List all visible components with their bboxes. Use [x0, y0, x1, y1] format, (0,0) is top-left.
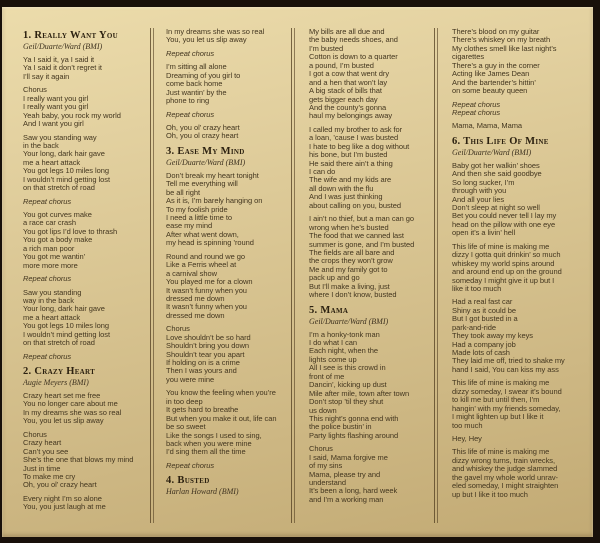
song-credit: Geil/Duarte/Ward (BMI)	[23, 42, 103, 51]
stanza	[452, 122, 596, 130]
lyric-line: In my dreams she was so real	[23, 407, 122, 417]
lyric-line: I called my brother to ask for	[309, 124, 403, 134]
lyric-line: Mile after mile, town after town	[309, 388, 410, 398]
lyric-line: And then she said goodbye	[452, 169, 542, 179]
lyric-line: Don’t break my heart tonight	[166, 170, 259, 180]
lyric-line: where I don’t know, busted	[309, 290, 397, 300]
lyric-line: Shouldn’t bring you down	[166, 341, 250, 351]
lyric-line: Repeat chorus	[23, 274, 72, 284]
lyric-line: Made lots of cash	[452, 348, 510, 357]
lyric-line: Acting like James Dean	[452, 69, 530, 79]
lyric-line: Bet you could never tell I lay my	[452, 211, 557, 221]
lyric-line: Just wantin’ by the	[166, 87, 227, 97]
lyric-line: I ain’t no thief, but a man can go	[309, 214, 415, 224]
lyric-line: Don’t stop ’til they shut	[309, 397, 384, 407]
lyric-line: Yeah baby, you rock my world	[23, 110, 121, 120]
lyric-line: Repeat chorus	[166, 48, 215, 58]
stanza	[23, 211, 150, 270]
lyric-line: hand I said, You can kiss my ass	[452, 364, 559, 374]
lyric-line: Shouldn’t tear you apart	[166, 349, 245, 359]
lyric-line: Repeat chorus	[452, 99, 501, 109]
lyric-line: This life of mine is making me	[452, 241, 550, 251]
lyric-line: Repeat chorus	[23, 196, 72, 206]
lyric-line: It gets hard to breathe	[166, 405, 239, 415]
lyric-line: She’s the one that blows my mind	[23, 455, 134, 465]
lyric-line: They laid me off, tried to shake my	[452, 356, 565, 366]
lyric-line: Me and my family got to	[309, 264, 388, 274]
lyric-line: There’s whiskey on my breath	[452, 35, 551, 45]
stanza	[23, 353, 150, 361]
stanza	[309, 126, 434, 210]
lyric-line: Chorus	[23, 429, 47, 439]
lyric-line: whiskey my world spins around	[452, 258, 555, 268]
lyric-line: you were mine	[166, 374, 215, 384]
lyric-line: Round and round we go	[166, 251, 246, 261]
lyric-line: There’s blood on my guitar	[452, 27, 540, 36]
lyric-line: of my sins	[309, 461, 343, 471]
lyric-line: Dancin’, kicking up dust	[309, 380, 387, 390]
lyric-line: be so sweet	[166, 422, 206, 432]
lyric-line: You got legs 10 miles long	[23, 166, 109, 176]
stanza	[23, 495, 150, 512]
lyric-line: the gavel my whole world unrav-	[452, 472, 558, 482]
lyric-line: The wife and my kids are	[309, 175, 392, 185]
lyric-line: This night’s gonna end with	[309, 413, 399, 423]
lyric-line: Repeat chorus	[452, 107, 501, 117]
lyric-line: Your long, dark hair gave	[23, 149, 105, 159]
lyric-line: the crops they won’t grow	[309, 256, 393, 266]
lyric-line: I might lighten up but I like it	[452, 412, 544, 422]
lyric-line: us down	[309, 405, 337, 415]
lyric-line: I’m a honky-tonk man	[309, 329, 380, 339]
lyric-line: phone to ring	[166, 96, 210, 106]
lyric-line: You, you let us slip away	[23, 416, 104, 426]
stanza	[309, 331, 434, 441]
lyric-line: I need a little time to	[166, 213, 232, 222]
lyric-line: Repeat chorus	[23, 351, 72, 361]
stanza	[309, 215, 434, 299]
lyric-line: in too deep	[166, 396, 203, 406]
lyric-line: on that stretch of road	[23, 183, 95, 193]
stanza	[23, 134, 150, 193]
stanza	[23, 392, 150, 426]
lyric-line: It wasn’t funny when you	[166, 302, 247, 312]
lyric-line: It’s been a long, hard week	[309, 486, 398, 496]
lyrics-column-2	[154, 28, 291, 537]
lyric-line: You, you just laugh at me	[23, 502, 106, 512]
lyric-line: dressed me down	[166, 310, 225, 320]
lyric-line: lights come up	[309, 354, 357, 364]
lyric-line: And the bartender’s hittin’	[452, 77, 536, 87]
lyric-line: his bone, but I’m busted	[309, 150, 388, 160]
lyric-line: eled someday, I might straighten	[452, 481, 559, 491]
lyric-line: I really want you girl	[23, 93, 89, 103]
lyrics-column-4	[438, 28, 596, 537]
song-title: 2. Crazy Heart	[23, 366, 96, 377]
lyric-line: Dreaming of you girl to	[166, 70, 241, 80]
stanza	[452, 162, 596, 238]
song-block	[23, 366, 150, 387]
lyric-line: Repeat chorus	[166, 109, 215, 119]
stanza	[309, 28, 434, 121]
lyric-line: Ya I said it don’t regret it	[23, 63, 102, 73]
lyric-line: me a heart attack	[23, 312, 81, 322]
stanza	[309, 445, 434, 504]
lyric-line: on that stretch of road	[23, 338, 95, 348]
lyric-line: The fields are all bare and	[309, 247, 395, 257]
lyric-line: Like the songs I used to sing,	[166, 430, 262, 440]
lyric-line: head on the pillow with one eye	[452, 219, 556, 229]
lyric-line: gets bigger each day	[309, 94, 378, 104]
lyric-line: To make me cry	[23, 471, 76, 481]
stanza	[166, 389, 291, 457]
lyric-line: be all right	[166, 187, 201, 197]
lyric-line: Love shouldn’t be so hard	[166, 332, 251, 342]
lyric-line: Mama, Mama, Mama	[452, 121, 523, 131]
stanza	[452, 298, 596, 374]
stanza	[166, 28, 291, 45]
lyric-line: Don’t sleep at night so well	[452, 203, 540, 212]
stanza	[166, 63, 291, 105]
lyric-line: about calling on you, busted	[309, 200, 402, 210]
lyric-line: dizzy someday, I swear it’s bound	[452, 386, 562, 396]
lyric-line: Ya I said it, ya I said it	[23, 55, 95, 64]
song-title: 5. Mama	[309, 304, 349, 316]
lyric-line: If holding on is a crime	[166, 358, 240, 367]
lyric-line: me a heart attack	[23, 157, 81, 167]
song-block	[166, 475, 291, 496]
lyric-line: dizzy wrong turns, train wrecks,	[452, 455, 556, 465]
stanza	[452, 28, 596, 96]
lyric-line: Just in time	[23, 463, 61, 473]
lyric-line: pack up and go	[309, 273, 360, 283]
lyric-line: front of me	[309, 371, 345, 381]
lyric-line: dressed me down	[166, 293, 225, 303]
lyric-line: a pound, I’m busted	[309, 60, 374, 70]
lyric-line: But I’ll make a living, just	[309, 281, 390, 291]
stanza	[452, 435, 596, 443]
lyric-line: I wouldn’t mind getting lost	[23, 329, 110, 339]
stanza	[23, 431, 150, 490]
stanza	[23, 56, 150, 81]
lyric-line: Party lights flashing around	[309, 430, 399, 440]
lyric-line: summer is gone, and I’m busted	[309, 239, 415, 249]
lyric-line: And I want you girl	[23, 119, 84, 129]
song-title: 3. Ease My Mind	[166, 145, 245, 157]
lyric-line: Had a real fast car	[452, 297, 513, 307]
lyric-line: He said there ain’t a thing	[309, 158, 393, 168]
song-credit: Augie Meyers (BMI)	[23, 378, 89, 387]
song-credit: Harlan Howard (BMI)	[166, 487, 239, 497]
lyric-line: cigarettes	[452, 52, 485, 62]
lyric-line: It wasn’t funny when you	[166, 285, 247, 295]
stanza	[166, 172, 291, 248]
lyric-line: wrong when he’s busted	[309, 222, 389, 232]
stanza	[23, 275, 150, 283]
song-title: 6. This Life Of Mine	[452, 135, 549, 147]
stanza	[452, 243, 596, 294]
lyric-line: You got me wantin’	[23, 252, 86, 262]
lyric-line: You got legs 10 miles long	[23, 321, 109, 331]
stanza	[23, 289, 150, 348]
lyric-line: a loan, ’cause I was busted	[309, 133, 399, 143]
lyric-line: Crazy heart	[23, 438, 62, 448]
lyric-line: I hate to beg like a dog without	[309, 141, 410, 151]
lyric-line: My clothes smell like last night’s	[452, 43, 557, 53]
lyric-line: open it’s a livin’ hell	[452, 228, 516, 238]
lyric-line: Each night, when the	[309, 346, 379, 356]
lyric-line: on some beauty queen	[452, 86, 528, 96]
lyric-line: As it is, I’m barely hanging on	[166, 196, 263, 206]
lyric-line: someday I might give it up but I	[452, 275, 555, 285]
lyric-line: Tell me everything will	[166, 179, 238, 189]
lyric-line: I’d sing them all the time	[166, 447, 246, 457]
stanza	[166, 124, 291, 141]
stanza	[166, 111, 291, 119]
song-title: 1. Really Want You	[23, 30, 118, 41]
lyric-line: hangin’ with my friends someday,	[452, 403, 561, 413]
lyric-line: They took away my keys	[452, 331, 534, 341]
lyric-line: Saw you standing	[23, 287, 82, 297]
song-block	[309, 305, 434, 326]
lyrics-column-3	[295, 28, 434, 537]
lyric-line: dizzy I gotta quit drinkin’ so much	[452, 250, 561, 260]
lyric-line: ease my mind	[166, 221, 213, 231]
song-credit: Geil/Duarte/Ward (BMI)	[166, 157, 246, 167]
lyric-line: Hey, Hey	[452, 433, 482, 443]
lyric-line: back when you were mine	[166, 438, 252, 448]
lyric-line: You, you let us slip away	[166, 35, 247, 45]
lyric-line: Saw you standing way	[23, 132, 97, 142]
lyric-line: But when you make it out, life can	[166, 413, 277, 423]
lyric-line: Then I was yours and	[166, 366, 237, 376]
song-block	[23, 30, 150, 51]
stanza	[452, 101, 596, 118]
lyric-line: through with you	[452, 186, 507, 196]
lyric-line: Chorus	[309, 444, 333, 454]
stanza	[452, 448, 596, 499]
lyric-line: a rich man poor	[23, 243, 75, 253]
lyric-line: In my dreams she was so real	[166, 27, 265, 36]
stanza	[452, 379, 596, 430]
lyric-line: A big stack of bills that	[309, 86, 382, 96]
song-block	[166, 146, 291, 167]
lyric-line: Can’t you see	[23, 446, 69, 456]
lyrics-page	[2, 7, 593, 537]
lyric-line: You played me for a clown	[166, 277, 253, 287]
lyric-line: Shiny as it could be	[452, 305, 517, 315]
lyric-line: and I’m a working man	[309, 494, 384, 504]
stanza	[166, 50, 291, 58]
lyric-line: There’s a guy in the corner	[452, 60, 540, 70]
lyric-line: the baby needs shoes, and	[309, 35, 398, 45]
lyric-line: Your long, dark hair gave	[23, 304, 105, 314]
lyric-line: Chorus	[166, 324, 190, 334]
lyric-line: to kill me but until then, I’m	[452, 395, 540, 405]
lyric-line: The food that we canned last	[309, 231, 404, 241]
lyric-line: You got curves make	[23, 210, 92, 219]
lyric-line: And I was just thinking	[309, 192, 383, 202]
lyric-line: I wouldn’t mind getting lost	[23, 174, 110, 184]
lyric-line: come back home	[166, 79, 223, 89]
lyric-line: Like a Ferris wheel at	[166, 260, 237, 270]
lyric-line: All I see is this crowd in	[309, 363, 386, 373]
lyric-line: Oh, you ol crazy heart	[166, 131, 239, 141]
lyrics-column-1	[2, 28, 150, 537]
lyric-line: You got lips I’d love to thrash	[23, 226, 118, 236]
lyric-line: a race car crash	[23, 218, 76, 228]
stanza	[23, 86, 150, 128]
lyric-line: like it too much	[452, 283, 502, 293]
song-credit: Geil/Duarte/Ward (BMI)	[452, 147, 532, 157]
lyric-line: Mama, please try and	[309, 469, 381, 479]
lyric-line: understand	[309, 478, 347, 487]
lyric-line: And the county’s gonna	[309, 102, 387, 112]
song-credit: Geil/Duarte/Ward (BMI)	[309, 316, 389, 326]
lyric-line: After what went down,	[166, 229, 239, 239]
lyric-line: way in the back	[23, 295, 74, 305]
stanza	[166, 462, 291, 470]
song-block	[452, 136, 596, 157]
lyric-line: I got a cow that went dry	[309, 69, 390, 79]
lyric-line: up but I like it too much	[452, 489, 528, 499]
lyric-line: You no longer care about me	[23, 399, 118, 409]
lyric-line: more more more	[23, 260, 78, 270]
lyric-line: all down with the flu	[309, 183, 374, 193]
lyric-line: Every night I’m so alone	[23, 493, 102, 503]
lyric-line: my head is spinning ’round	[166, 238, 254, 248]
lyric-line: and around end up on the ground	[452, 267, 562, 277]
lyric-line: Baby got her walkin’ shoes	[452, 160, 540, 170]
lyric-line: Chorus	[23, 85, 47, 95]
lyric-line: This life of mine is making me	[452, 378, 550, 388]
lyric-line: a carnival show	[166, 268, 217, 278]
stanza	[166, 253, 291, 321]
lyric-line: You know the feeling when you’re	[166, 388, 276, 398]
stanza	[166, 325, 291, 384]
lyric-line: Oh, you ol’ crazy heart	[166, 122, 240, 132]
lyric-line: Had a company job	[452, 339, 516, 349]
lyric-line: This life of mine is making me	[452, 447, 550, 457]
song-title: 4. Busted	[166, 475, 210, 487]
lyric-line: haul my belongings away	[309, 111, 393, 121]
lyric-line: My bills are all due and	[309, 27, 385, 36]
lyric-line: And all your lies	[452, 194, 505, 204]
lyric-line: I really want you girl	[23, 102, 89, 112]
lyric-line: Oh, you ol’ crazy heart	[23, 480, 97, 490]
lyric-line: You got a body make	[23, 235, 93, 245]
lyric-line: and whiskey the judge slammed	[452, 464, 558, 474]
lyric-line: I do what I can	[309, 338, 358, 347]
lyric-line: But I got busted in a	[452, 314, 518, 324]
lyric-line: I’m busted	[309, 43, 344, 53]
lyric-line: So long sucker, I’m	[452, 177, 515, 187]
lyric-line: Cotton is down to a quarter	[309, 52, 398, 62]
lyric-line: too much	[452, 420, 483, 430]
lyric-line: Crazy heart set me free	[23, 391, 101, 400]
lyric-line: I said, Mama forgive me	[309, 452, 388, 462]
lyric-line: I can do	[309, 167, 336, 176]
lyric-line: in the back	[23, 140, 59, 150]
lyric-line: the police bustin’ in	[309, 422, 372, 432]
stanza	[23, 198, 150, 206]
lyric-line: I’ll say it again	[23, 71, 70, 81]
lyric-line: and a hen that won’t lay	[309, 77, 388, 87]
lyric-line: I’m sitting all alone	[166, 62, 227, 72]
lyric-line: park-and-ride	[452, 322, 496, 332]
lyric-line: Repeat chorus	[166, 460, 215, 470]
lyric-line: To my foolish pride	[166, 204, 228, 214]
